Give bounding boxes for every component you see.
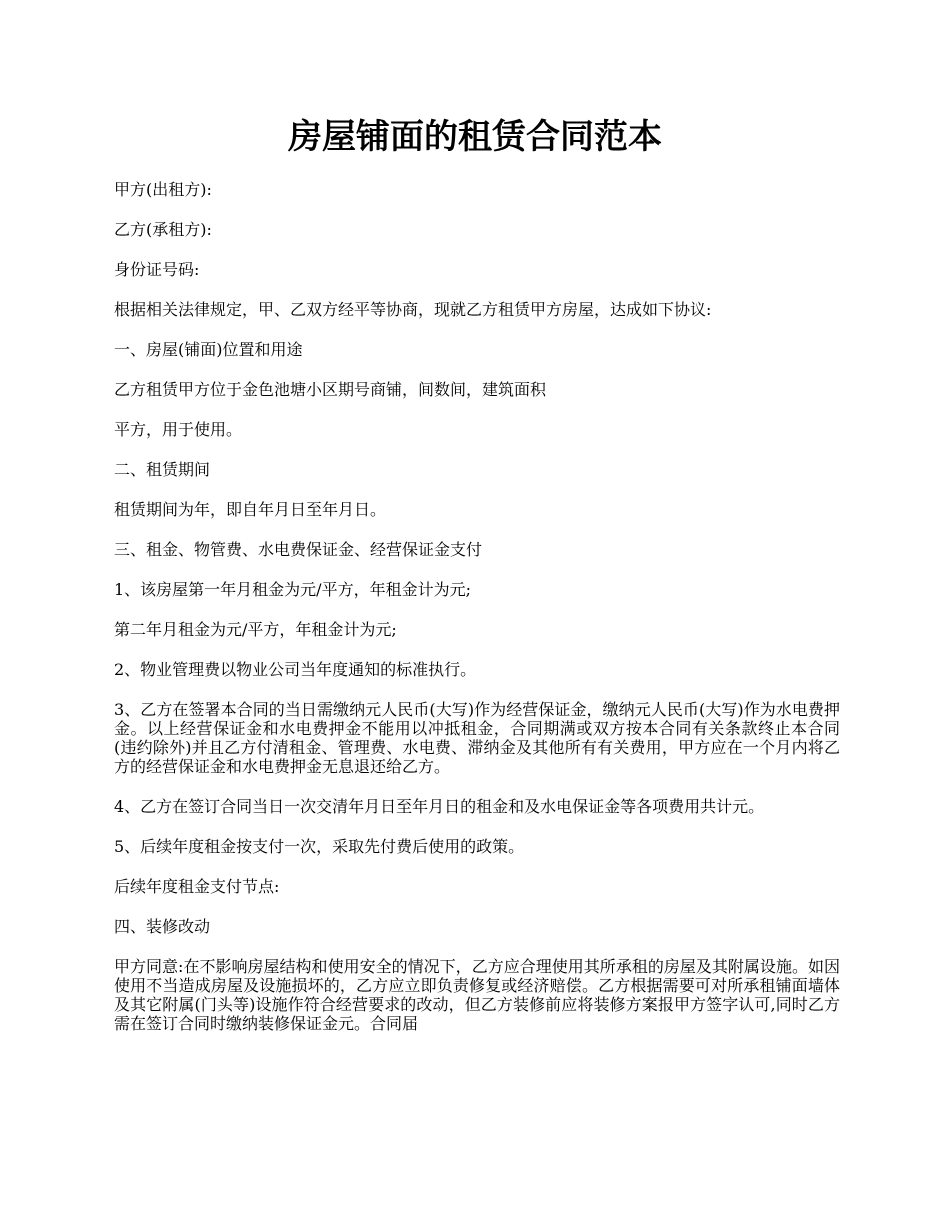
party-a-line: 甲方(出租方): <box>114 180 212 199</box>
preamble: 根据相关法律规定，甲、乙双方经平等协商，现就乙方租赁甲方房屋，达成如下协议: <box>114 300 712 319</box>
clause-3: 3、乙方在签署本合同的当日需缴纳元人民币(大写)作为经营保证金，缴纳元人民币(大写)作为水电费押金。以上经营保证金和水电费押金不能用以冲抵租金，合同期满或双方按本合同有关条款终止本合同(违约除外)并且乙方付清租金、管理费、水电费、滞纳金及其他所有有关费用，甲方应在一个月内将乙方的经营保证金和水电费押金无息退还给乙方。 <box>114 700 840 776</box>
paragraph: 后续年度租金支付节点: <box>114 877 280 896</box>
section-heading-4: 四、装修改动 <box>114 917 211 936</box>
clause-4: 4、乙方在签订合同当日一次交清年月日至年月日的租金和及水电保证金等各项费用共计元。 <box>114 797 765 816</box>
clause-5: 5、后续年度租金按支付一次，采取先付费后使用的政策。 <box>114 837 525 856</box>
clause-1: 1、该房屋第一年月租金为元/平方，年租金计为元; <box>114 580 471 599</box>
clause-2: 2、物业管理费以物业公司当年度通知的标准执行。 <box>114 660 477 679</box>
section-heading-2: 二、租赁期间 <box>114 460 211 479</box>
paragraph: 第二年月租金为元/平方，年租金计为元; <box>114 620 397 639</box>
document-title: 房屋铺面的租赁合同范本 <box>288 117 662 157</box>
section-heading-3: 三、租金、物管费、水电费保证金、经营保证金支付 <box>114 540 483 559</box>
paragraph: 甲方同意:在不影响房屋结构和使用安全的情况下，乙方应合理使用其所承租的房屋及其附属设施。如因使用不当造成房屋及设施损坏的，乙方应立即负责修复或经济赔偿。乙方根据需要可对所承租铺面墙体及其它附属(门头等)设施作符合经营要求的改动，但乙方装修前应将装修方案报甲方签字认可,同时乙方需在签订合同时缴纳装修保证金元。合同届 <box>114 957 840 1033</box>
document-body <box>114 180 840 1054</box>
id-number-line: 身份证号码: <box>114 260 200 279</box>
paragraph: 平方，用于使用。 <box>114 420 243 439</box>
paragraph: 租赁期间为年，即自年月日至年月日。 <box>114 500 387 519</box>
party-b-line: 乙方(承租方): <box>114 220 212 239</box>
paragraph: 乙方租赁甲方位于金色池塘小区期号商铺，间数间，建筑面积 <box>114 380 547 399</box>
section-heading-1: 一、房屋(铺面)位置和用途 <box>114 340 303 359</box>
